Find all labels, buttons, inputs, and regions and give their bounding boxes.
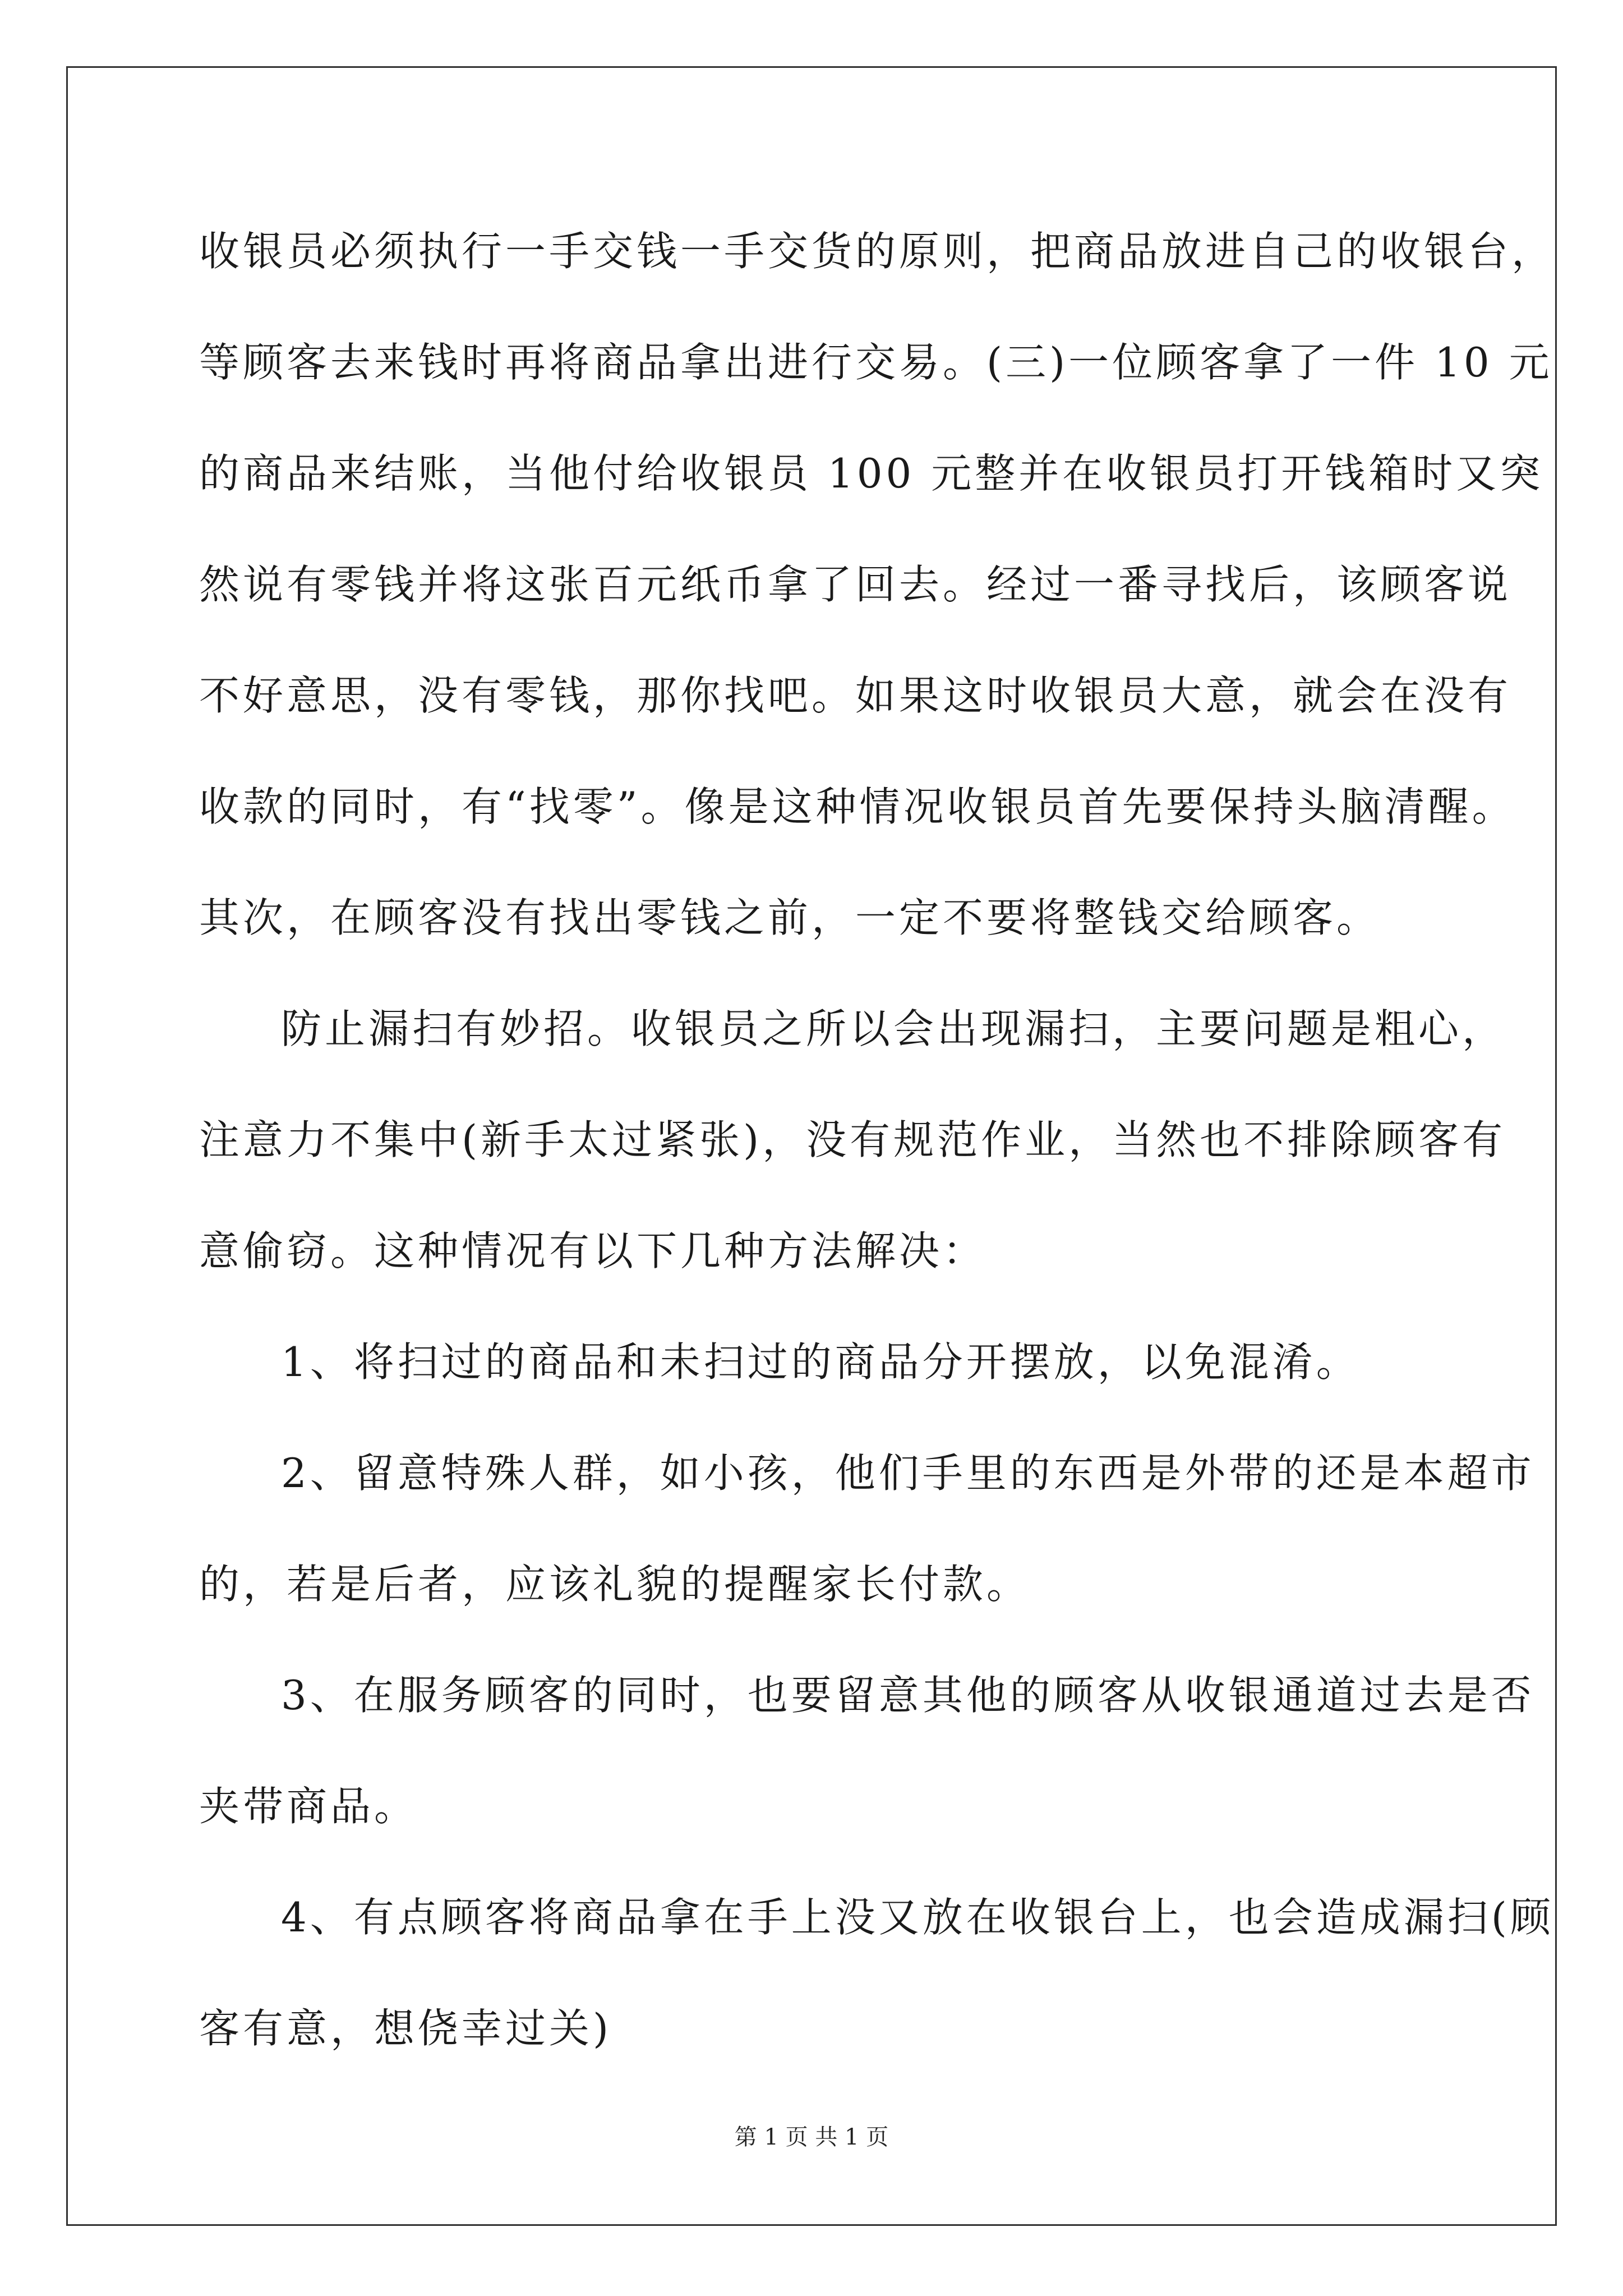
text-line: 意偷窃。这种情况有以下几种方法解决： [199,1227,987,1274]
list-item-3: 3、在服务顾客的同时，也要留意其他的顾客从收银通道过去是否 [281,1672,1535,1719]
list-item-4: 4、有点顾客将商品拿在手上没又放在收银台上，也会造成漏扫(顾 [281,1894,1554,1941]
text-line: 不好意思，没有零钱，那你找吧。如果这时收银员大意，就会在没有 [199,672,1512,719]
document-body [199,218,1556,2106]
page-number-footer: 第 1 页 共 1 页 [734,2124,889,2150]
text-line: 收款的同时，有“找零”。像是这种情况收银员首先要保持头脑清醒。 [199,783,1516,830]
text-line: 客有意，想侥幸过关) [199,2005,612,2052]
text-line: 然说有零钱并将这张百元纸币拿了回去。经过一番寻找后，该顾客说 [199,561,1512,608]
paragraph-start-line: 防止漏扫有妙招。收银员之所以会出现漏扫，主要问题是粗心， [281,1005,1506,1052]
text-line: 其次，在顾客没有找出零钱之前，一定不要将整钱交给顾客。 [199,894,1381,941]
text-line: 的商品来结账，当他付给收银员 100 元整并在收银员打开钱箱时又突 [199,450,1544,497]
list-item-2: 2、留意特殊人群，如小孩，他们手里的东西是外带的还是本超市 [281,1450,1535,1497]
text-line: 注意力不集中(新手太过紧张)，没有规范作业，当然也不排除顾客有 [199,1116,1506,1163]
text-line: 收银员必须执行一手交钱一手交货的原则，把商品放进自己的收银台， [199,228,1556,275]
text-line: 的，若是后者，应该礼貌的提醒家长付款。 [199,1561,1031,1608]
text-line: 夹带商品。 [199,1783,418,1830]
text-line: 等顾客去来钱时再将商品拿出进行交易。(三)一位顾客拿了一件 10 元 [199,339,1553,386]
list-item-1: 1、将扫过的商品和未扫过的商品分开摆放，以免混淆。 [281,1338,1360,1386]
